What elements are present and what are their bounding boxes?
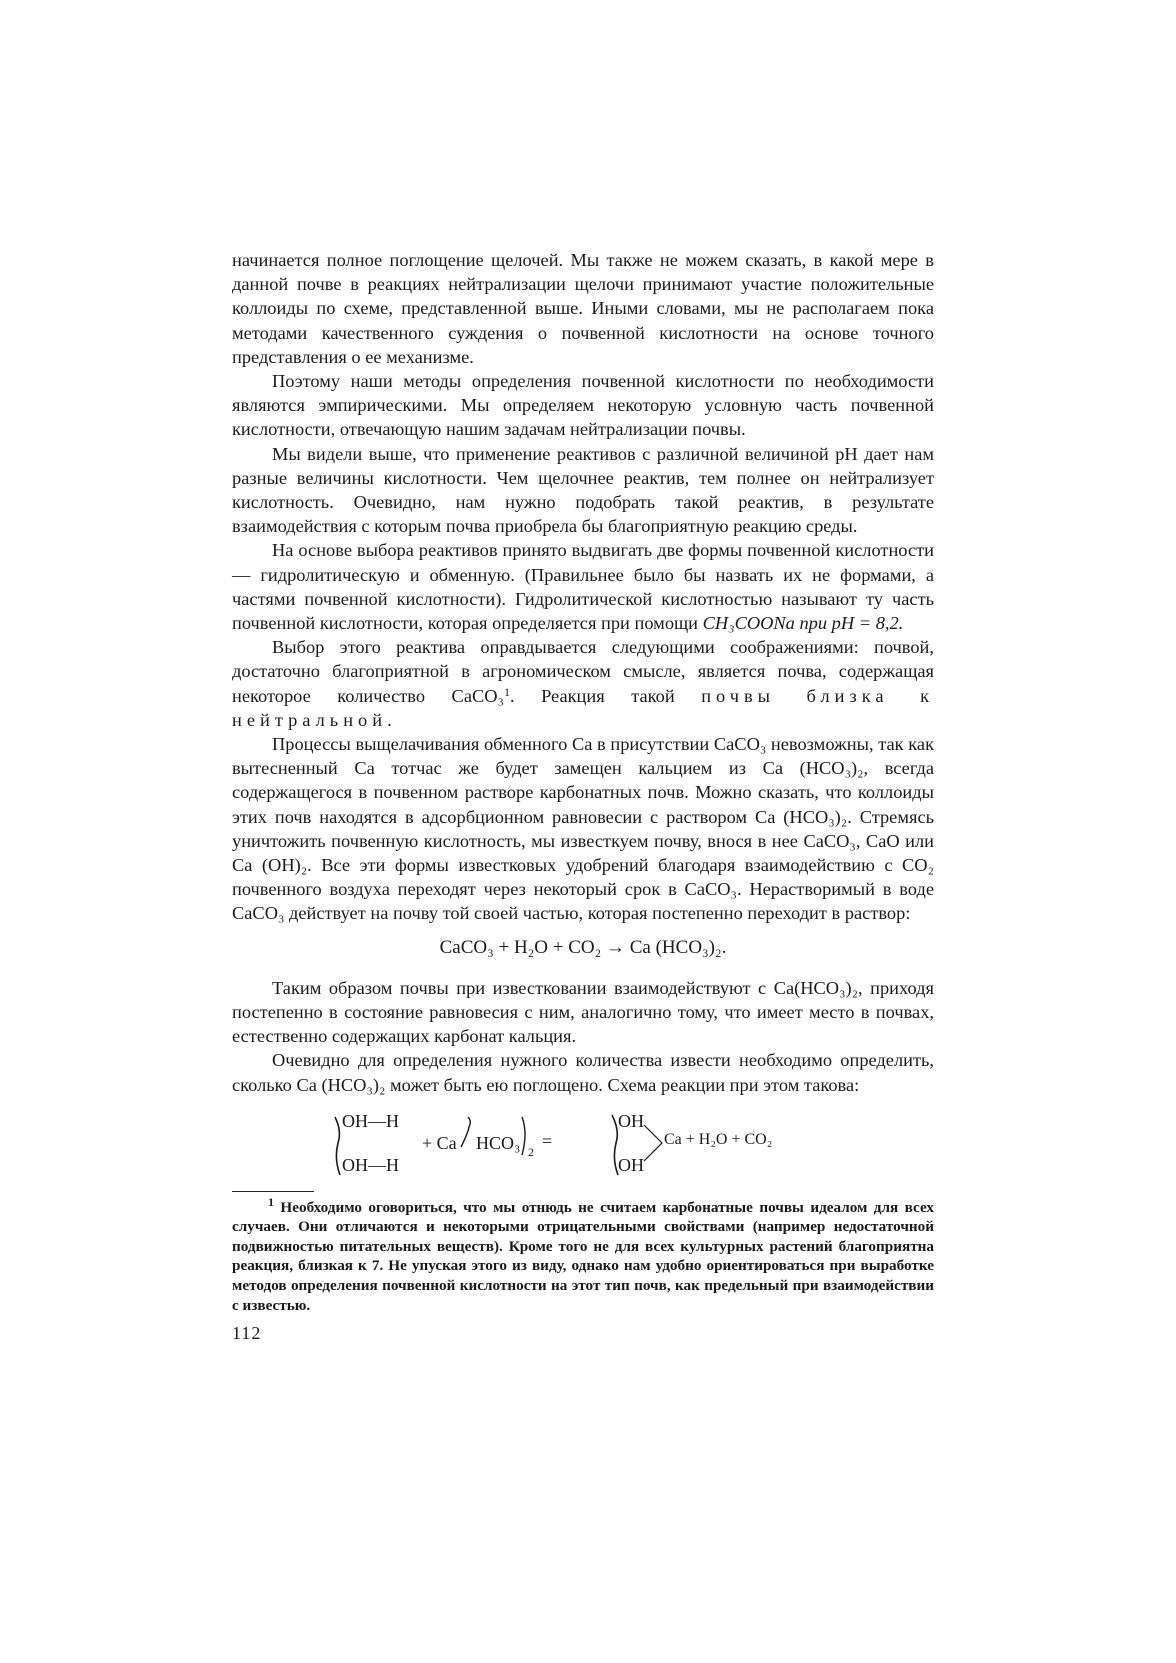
paragraph-4 <box>232 538 934 635</box>
paragraph-3: Мы видели выше, что применение реактивов с различной величиной рН дает нам разные величины кислотности. Чем щелочнее реактив, тем полнее он нейтрализует кислотность. Очевидно, нам нужно подобрать такой реактив, в результате взаимодействия с которым почва приобрела бы благоприятную реакцию среды. <box>232 443 934 537</box>
paragraph-5-text-b: . Реакция такой <box>509 685 702 706</box>
equation-reaction-scheme <box>232 1103 934 1187</box>
footnote-reference[interactable]: 1 <box>503 684 510 699</box>
subscript-2: 2 <box>528 1144 534 1159</box>
paragraph-8: Очевидно для определения нужного количества извести необходимо определить, сколько Ca (HCO₃)₂ может быть ею поглощено. Схема реакции при этом такова: <box>232 1050 934 1095</box>
left-bracket-1 <box>335 1117 340 1175</box>
oh-bottom: OH <box>618 1154 644 1175</box>
equals-sign: = <box>542 1130 553 1151</box>
paragraph-2: Поэтому наши методы определения почвенной кислотности по необходимости являются эмпирическими. Мы определяем некоторую условную часть почвенной кислотности, отвечающую нашим задачам нейтрализации почвы. <box>232 371 934 440</box>
paren-close <box>522 1117 525 1155</box>
oh-h-bottom: OH—H <box>342 1154 399 1175</box>
paren-open <box>461 1117 470 1147</box>
products: Ca + H₂O + CO₂ <box>664 1130 773 1148</box>
paragraph-7: Таким образом почвы при известковании взаимодействуют с Ca(HCO₃)₂, приходя постепенно в состояние равновесия с ним, аналогично тому, что имеет место в почвах, естественно содержащих карбонат кальция. <box>232 977 934 1047</box>
page-body <box>232 248 934 1344</box>
paragraph-5-text: Выбор этого реактива оправдывается следующими соображениями: почвой, достаточно благоприятной в агрономическом смысле, является почва, содержащая некоторое количество CaCO₃ <box>232 637 934 706</box>
reagent-formula: CH₃COONa при pH = 8,2. <box>702 613 904 634</box>
footnote-marker: 1 <box>268 1194 274 1209</box>
equation-carbonate-dissolution: CaCO₃ + H₂O + CO₂ → Ca (HCO₃)₂. <box>439 936 727 958</box>
paragraph-5 <box>232 635 934 732</box>
plus-ca: + Ca <box>422 1132 457 1153</box>
page-number: 112 <box>232 1323 262 1344</box>
paragraph-6: Процессы выщелачивания обменного Ca в присутствии CaCO₃ невозможны, так как вытесненный Ca тотчас же будет замещен кальцием из Ca (HCO₃)₂, всегда содержащегося в почвенном растворе карбонатных почв. Можно сказать, что коллоиды этих почв находятся в адсорбционном равновесии с раствором Ca (HCO₃)₂. Стремясь уничтожить почвенную кислотность, мы известкуем почву, внося в нее CaCO₃, CaO или Ca (OH)₂. Все эти формы известковых удобрений благодаря взаимодействию с CO₂ почвенного воздуха переходят через некоторый срок в CaCO₃. Нерастворимый в воде CaCO₃ действует на почву той своей частью, которая постепенно переходит в раствор: <box>232 734 934 924</box>
footnote-text: Необходимо оговориться, что мы отнюдь не считаем карбонатные почвы идеалом для всех случаев. Они отличаются и некоторыми отрицательными свойствами (например недостаточной подвижностью питательных веществ). Кроме того не для всех культурных растений благоприятна реакция, близкая к 7. Не упуская этого из виду, однако нам удобно ориентироваться при выработке методов определения почвенной кислотности на этот тип почв, как предельный при взаимодействии с известью. <box>232 1198 934 1314</box>
oh-h-top: OH—H <box>342 1110 399 1131</box>
spaced-emphasis: почвы близка к нейтральной. <box>232 685 935 730</box>
equation-brackets <box>232 1103 934 1187</box>
paragraph-4-text: На основе выбора реактивов принято выдвигать две формы почвенной кислотности — гидролитическую и обменную. (Правильнее было бы назвать их не формами, а частями почвенной кислотности). Гидролитической кислотностью называют ту часть почвенной кислотности, которая определяется при помощи <box>232 540 934 634</box>
footnote <box>232 1194 934 1316</box>
hco3: HCO₃ <box>476 1132 521 1153</box>
footnote-divider <box>232 1191 314 1192</box>
convergence-arrow <box>644 1125 662 1161</box>
oh-top: OH <box>618 1110 644 1131</box>
paragraph-1: начинается полное поглощение щелочей. Мы также не можем сказать, в какой мере в данной почве в реакциях нейтрализации щелочи принимают участие положительные коллоиды по схеме, представленной выше. Иными словами, мы не располагаем пока методами качественного суждения о почвенной кислотности на основе точного представления о ее механизме. <box>232 250 934 367</box>
